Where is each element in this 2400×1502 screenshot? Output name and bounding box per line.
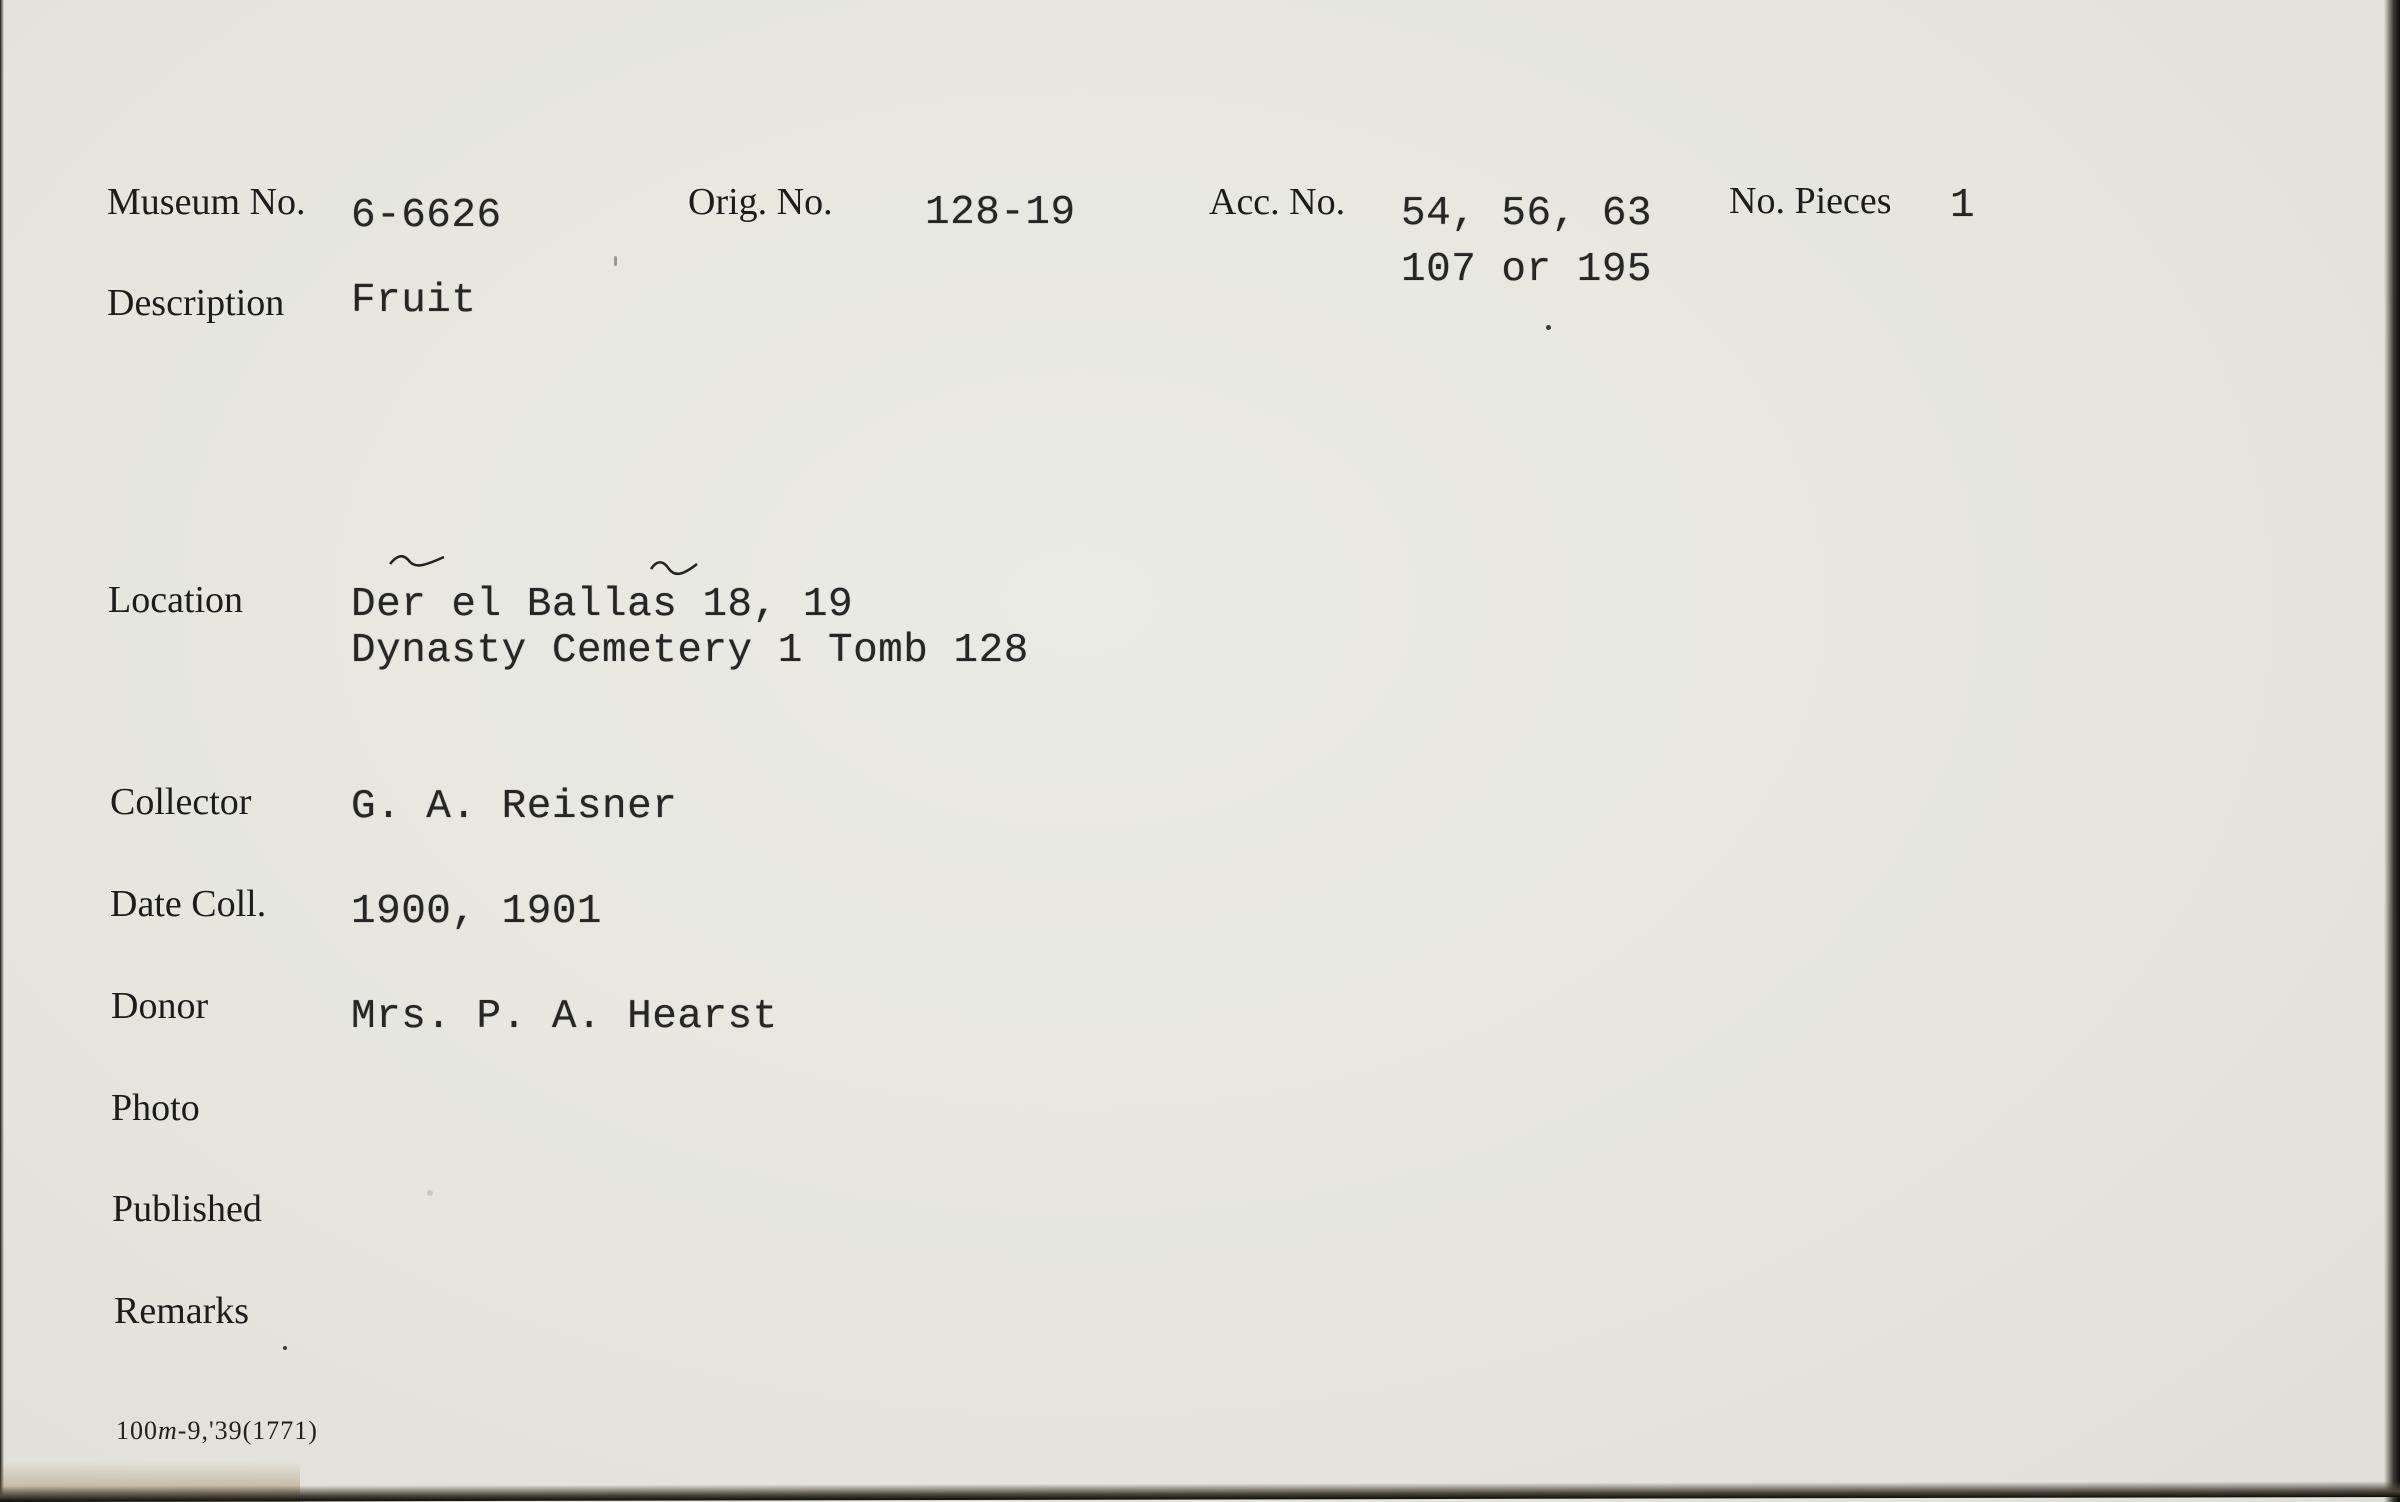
- collector-value: G. A. Reisner: [351, 784, 678, 830]
- acc-no-value-line2: 107 or 195: [1401, 247, 1653, 293]
- footer-code-suffix: -9,'39(1771): [177, 1416, 318, 1445]
- location-value-line2: Dynasty Cemetery 1 Tomb 128: [351, 628, 1029, 674]
- date-coll-value: 1900, 1901: [351, 889, 603, 935]
- card-left-edge: [0, 0, 4, 1502]
- donor-label: Donor: [111, 985, 209, 1027]
- collector-label: Collector: [110, 781, 252, 823]
- no-pieces-label: No. Pieces: [1729, 180, 1892, 222]
- museum-no-label: Museum No.: [107, 181, 306, 223]
- museum-no-value: 6-6626: [351, 193, 502, 239]
- ink-speck: [614, 256, 617, 266]
- published-label: Published: [112, 1188, 262, 1230]
- description-label: Description: [107, 282, 285, 324]
- acc-no-label: Acc. No.: [1209, 181, 1346, 223]
- ink-speck: [427, 1190, 433, 1196]
- card-bottom-edge: [0, 1481, 2400, 1502]
- photo-label: Photo: [111, 1087, 200, 1129]
- footer-print-code: [116, 1418, 318, 1444]
- orig-no-label: Orig. No.: [688, 181, 833, 223]
- acc-no-value-line1: 54, 56, 63: [1401, 191, 1653, 237]
- no-pieces-value: 1: [1950, 183, 1976, 229]
- description-value: Fruit: [351, 278, 477, 324]
- card-right-edge: [2384, 0, 2400, 1502]
- remarks-label: Remarks: [114, 1290, 250, 1332]
- location-label: Location: [108, 579, 244, 621]
- orig-no-value: 128-19: [925, 190, 1076, 236]
- ink-speck: [1546, 325, 1551, 330]
- tilde-mark: [649, 557, 701, 579]
- date-coll-label: Date Coll.: [110, 883, 267, 925]
- tilde-mark: [388, 551, 448, 571]
- location-value-line1: Der el Ballas 18, 19: [351, 582, 854, 628]
- ink-speck: [283, 1346, 287, 1350]
- footer-code-italic: m: [158, 1416, 178, 1445]
- donor-value: Mrs. P. A. Hearst: [351, 994, 778, 1040]
- footer-code-prefix: 100: [116, 1416, 158, 1445]
